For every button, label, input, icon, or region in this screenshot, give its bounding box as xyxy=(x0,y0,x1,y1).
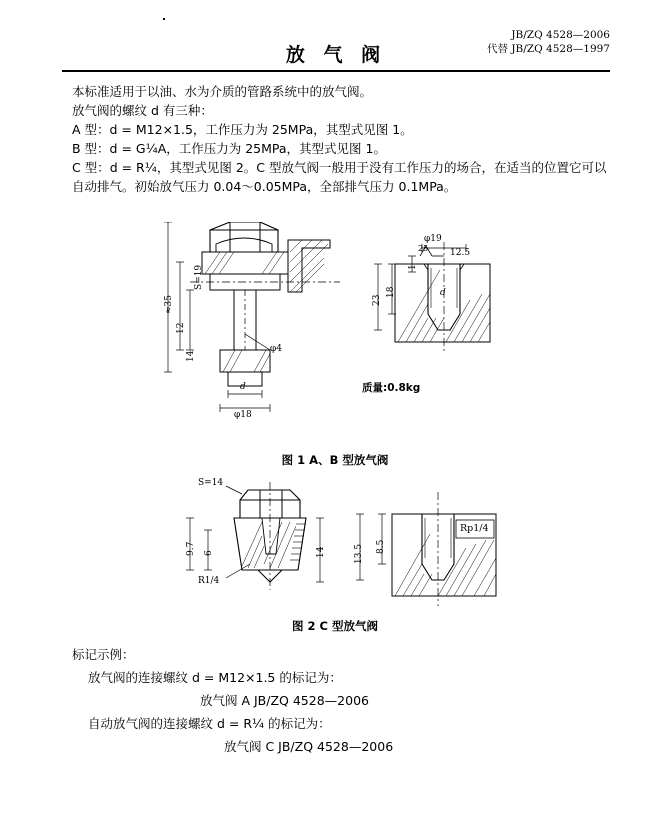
figure-1-drawing xyxy=(150,222,550,472)
marking-line-4: 放气阀 C JB/ZQ 4528—2006 xyxy=(224,739,394,754)
dim-s14: S=14 xyxy=(198,478,224,488)
dim-14-f2: 14 xyxy=(316,546,326,558)
dim-9-7: 9.7 xyxy=(186,541,196,556)
dim-phi18: φ18 xyxy=(234,410,252,420)
paragraph-type-c: C 型：d = R¼，其型式见图 2。C 型放气阀一般用于没有工作压力的场合，在适当的位置它可以自动排气。初始放气压力 0.04～0.05MPa，全部排气压力 0.1MPa。 xyxy=(72,160,607,194)
figure-2-caption: 图 2 C 型放气阀 xyxy=(292,619,378,633)
dim-d: d xyxy=(240,382,246,392)
marking-line-2: 放气阀 A JB/ZQ 4528—2006 xyxy=(200,693,369,708)
marking-title: 标记示例： xyxy=(72,647,135,662)
dim-s19: S=19 xyxy=(194,264,204,290)
paragraph-thread-types: 放气阀的螺纹 d 有三种： xyxy=(72,103,213,118)
dim-roughness-25: 25 xyxy=(418,244,429,253)
page-dot-mark xyxy=(163,18,165,20)
figure-1 xyxy=(150,222,550,472)
dim-8-5: 8.5 xyxy=(376,539,386,554)
standard-replaces: 代替 JB/ZQ 4528—1997 xyxy=(487,43,610,55)
mass-label: 质量:0.8kg xyxy=(362,382,421,394)
dim-phi4: φ4 xyxy=(270,344,283,354)
dim-14: 14 xyxy=(186,350,196,362)
dim-approx-35: ≈35 xyxy=(164,295,174,314)
dim-r14: R1/4 xyxy=(198,576,220,586)
dim-12: 12 xyxy=(176,322,186,334)
page-title: 放 气 阀 xyxy=(285,44,387,66)
marking-line-1: 放气阀的连接螺纹 d = M12×1.5 的标记为： xyxy=(88,670,342,685)
dim-23: 23 xyxy=(372,294,382,306)
paragraph-type-b: B 型：d = G¼A，工作压力为 25MPa，其型式见图 1。 xyxy=(72,141,386,156)
figure-2 xyxy=(130,478,550,628)
marking-line-3: 自动放气阀的连接螺纹 d = R¼ 的标记为： xyxy=(88,716,331,731)
paragraph-scope: 本标准适用于以油、水为介质的管路系统中的放气阀。 xyxy=(72,84,373,99)
paragraph-type-a: A 型：d = M12×1.5，工作压力为 25MPa，其型式见图 1。 xyxy=(72,122,413,137)
dim-18: 18 xyxy=(386,286,396,298)
header-rule xyxy=(62,70,610,72)
dim-rp14: Rp1/4 xyxy=(460,523,489,534)
dim-1: 1 xyxy=(408,264,418,270)
dim-12-5: 12.5 xyxy=(450,248,471,258)
dim-13-5: 13.5 xyxy=(354,543,364,564)
figure-1-caption: 图 1 A、B 型放气阀 xyxy=(281,453,389,467)
dim-6: 6 xyxy=(204,550,214,556)
dim-phi19: φ19 xyxy=(424,234,442,244)
dim-hole-d: d xyxy=(440,288,446,298)
standard-code: JB/ZQ 4528—2006 xyxy=(511,29,610,41)
